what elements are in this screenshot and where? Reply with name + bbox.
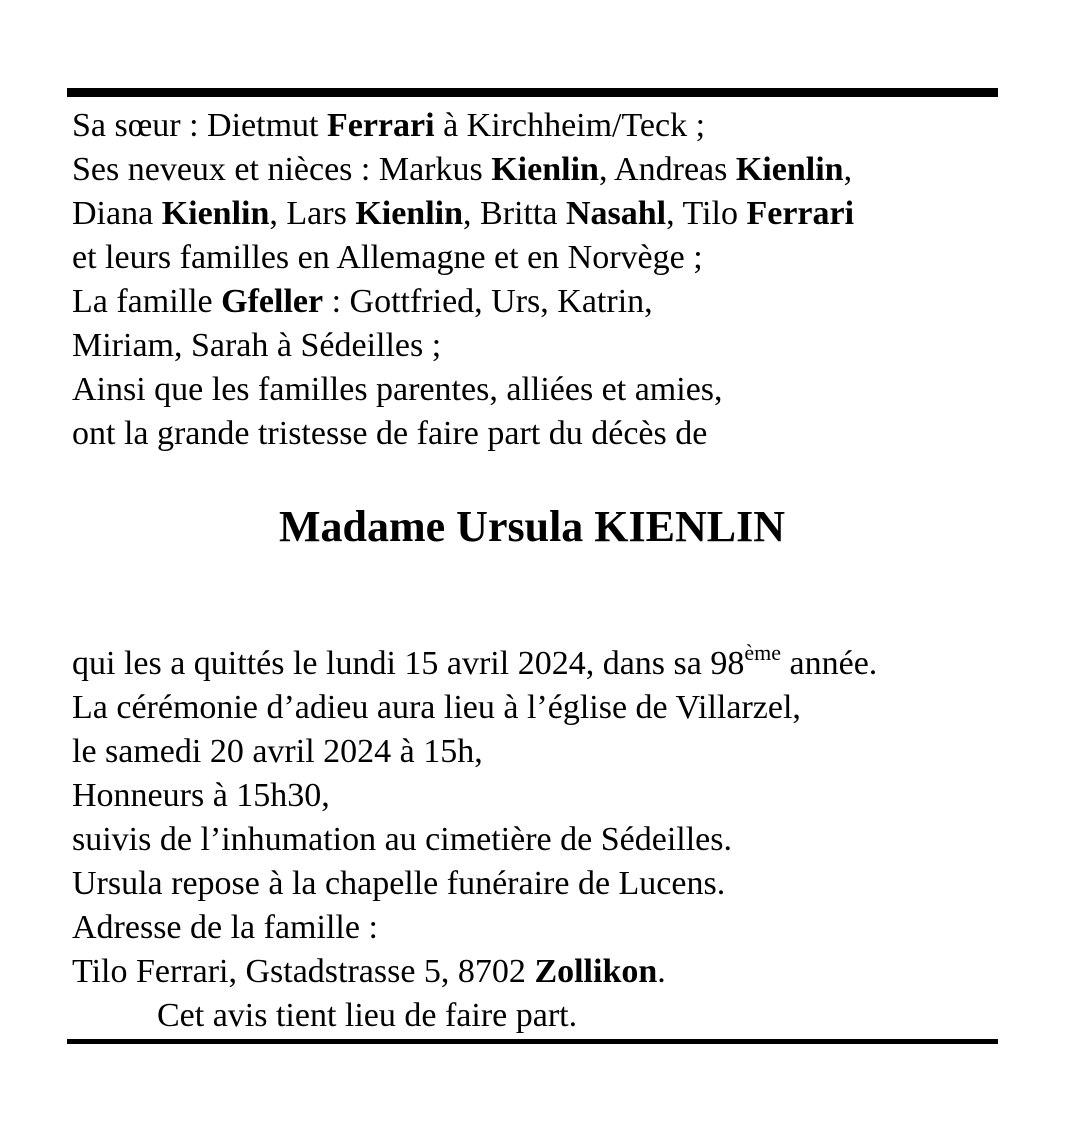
intro-line-3: Diana Kienlin, Lars Kienlin, Britta Nasahl, Tilo Ferrari bbox=[72, 195, 855, 232]
details-line-6: Ursula repose à la chapelle funéraire de Lucens. bbox=[72, 865, 726, 902]
bottom-rule bbox=[67, 1039, 998, 1044]
details-line-7: Adresse de la famille : bbox=[72, 909, 378, 946]
details-line-2: La cérémonie d’adieu aura lieu à l’église de Villarzel, bbox=[72, 689, 801, 726]
details-line-5: suivis de l’inhumation au cimetière de Sédeilles. bbox=[72, 821, 732, 858]
intro-line-4: et leurs familles en Allemagne et en Norvège ; bbox=[72, 239, 703, 276]
intro-line-2: Ses neveux et nièces : Markus Kienlin, Andreas Kienlin, bbox=[72, 151, 853, 188]
closing-note: Cet avis tient lieu de faire part. bbox=[157, 997, 578, 1034]
details-line-8: Tilo Ferrari, Gstadstrasse 5, 8702 Zollikon. bbox=[72, 953, 666, 990]
details-line-1: qui les a quittés le lundi 15 avril 2024, dans sa 98ème année. bbox=[72, 640, 878, 682]
details-line-3: le samedi 20 avril 2024 à 15h, bbox=[72, 733, 483, 770]
details-line-4: Honneurs à 15h30, bbox=[72, 777, 330, 814]
intro-line-5: La famille Gfeller : Gottfried, Urs, Katrin, bbox=[72, 283, 653, 320]
intro-line-6: Miriam, Sarah à Sédeilles ; bbox=[72, 327, 442, 364]
intro-line-7: Ainsi que les familles parentes, alliées et amies, bbox=[72, 371, 723, 408]
details-paragraph bbox=[72, 642, 1002, 1038]
intro-paragraph bbox=[72, 104, 1002, 456]
intro-line-8: ont la grande tristesse de faire part du décès de bbox=[72, 415, 708, 452]
deceased-name: Madame Ursula KIENLIN bbox=[278, 502, 786, 551]
top-rule bbox=[67, 88, 998, 97]
intro-line-1: Sa sœur : Dietmut Ferrari à Kirchheim/Teck ; bbox=[72, 107, 706, 144]
